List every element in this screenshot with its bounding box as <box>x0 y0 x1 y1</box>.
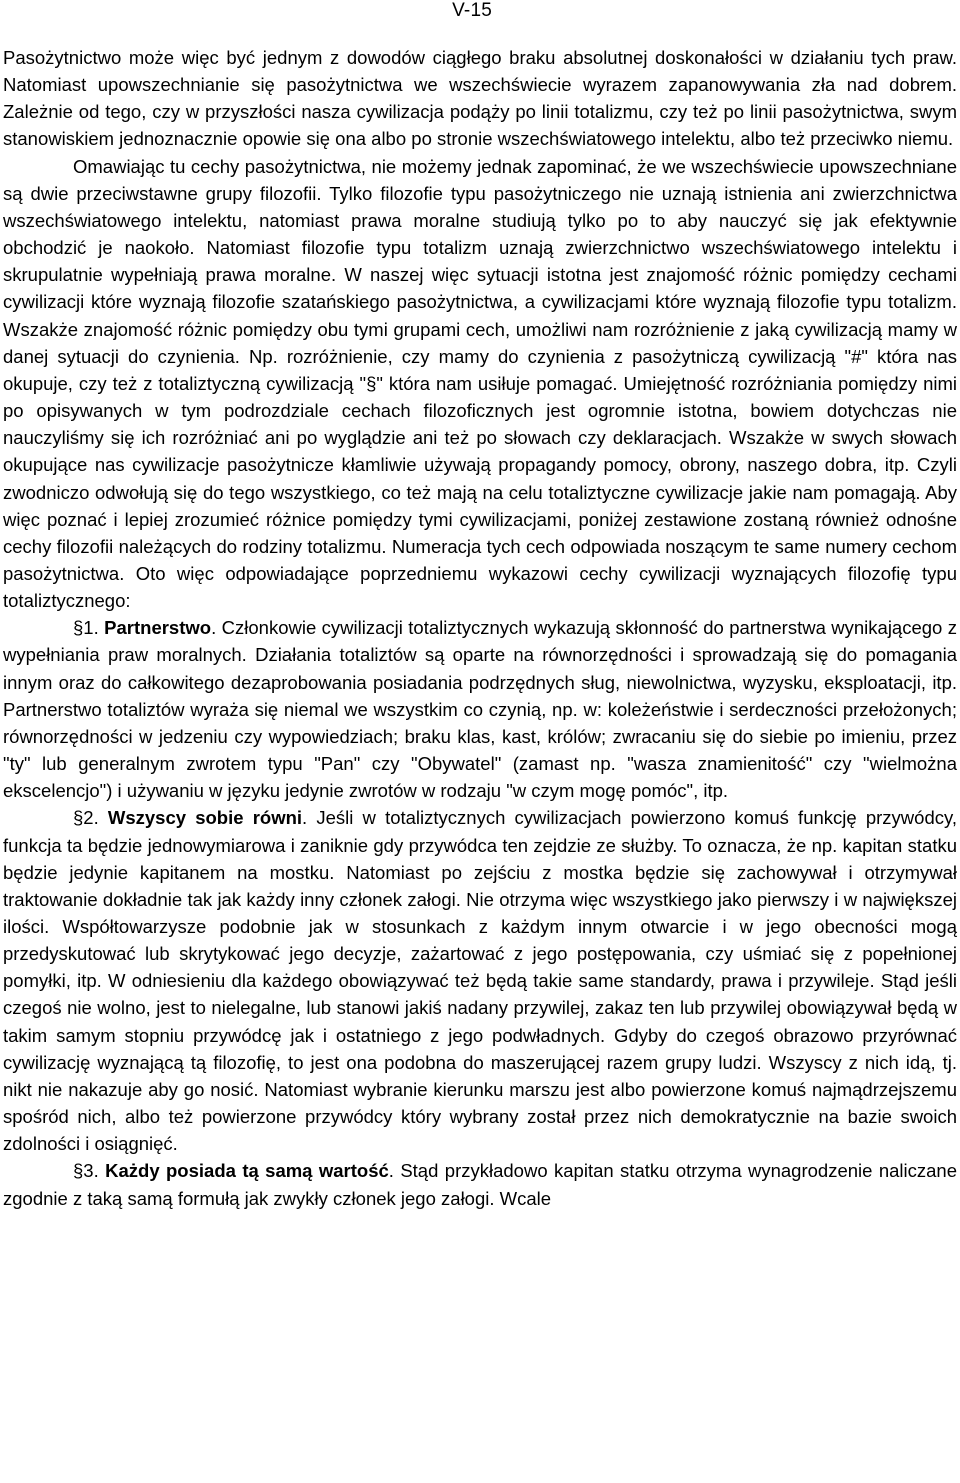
feature-text: . Jeśli w totaliztycznych cywilizacjach powierzono komuś funkcję przywódcy, funkcja ta będzie jednowymiarowa i zaniknie gdy przywódca ten zejdzie ze służby. To oznacza, że np. kapitan statku będzie jedynie kapitanem na mostku. Natomiast po zejściu z mostka będzie się zachowywał i otrzymywał traktowanie dokładnie tak jak każdy inny członek załogi. Nie otrzyma więc wszystkiego jako pierwszy i w największej ilości. Współtowarzysze podobnie jak w stosunkach z każdym innym otwarcie i w jego obecności mogą przedyskutować lub skrytykować jego decyzje, zażartować z jego postępowania, czy uśmiać się z popełnionej pomyłki, itp. W odniesieniu dla każdego obowiązywać też będą takie same standardy, prawa i przywileje. Stąd jeśli czegoś nie wolno, jest to nielegalne, lub stanowi jakiś nadany przywilej, zakaz ten lub przywilej obowiązywał będą w takim samym stopniu przywódcę jak i ostatniego z jego podwładnych. Gdyby do czegoś obrazowo przyrównać cywilizację wyznającą tą filozofię, to jest ona podobna do maszerującej razem grupy ludzi. Wszyscy z nich idą, tj. nikt nie nakazuje aby go nosić. Natomiast wybranie kierunku marszu jest albo powierzone komuś najmądrzejszemu spośród nich, albo też powierzone przywódcy który wybrany został przez nich demokratycznie na bazie swoich zdolności i osiągnięć. <box>3 807 957 1155</box>
feature-item-2 <box>3 804 957 1157</box>
feature-marker: §3. <box>73 1160 99 1182</box>
feature-item-3 <box>3 1157 957 1211</box>
paragraph-philosophies: Omawiając tu cechy pasożytnictwa, nie możemy jednak zapominać, że we wszechświecie upowszechniane są dwie przeciwstawne grupy filozofii. Tylko filozofie typu pasożytniczego nie uznają istnienia ani zwierzchnictwa wszechświatowego intelektu, natomiast prawa moralne studiują tylko po to aby nauczyć się jak efektywnie obchodzić je naokoło. Natomiast filozofie typu totalizm uznają zwierzchnictwo wszechświatowego intelektu i skrupulatnie wypełniają prawa moralne. W naszej więc sytuacji istotna jest znajomość różnic pomiędzy cechami cywilizacji które wyznają filozofie szatańskiego pasożytnictwa, a cywilizacjami które wyznają filozofie typu totalizm. Wszakże znajomość różnic pomiędzy obu tymi grupami cech, umożliwi nam rozróżnienie z jaką cywilizacją mamy w danej sytuacji do czynienia. Np. rozróżnienie, czy mamy do czynienia z pasożytniczą cywilizacją "#" która nas okupuje, czy też z totaliztyczną cywilizacją "§" która nam usiłuje pomagać. Umiejętność rozróżniania pomiędzy nimi po opisywanych w tym podrozdziale cechach filozoficznych jest ogromnie istotna, bowiem dotychczas nie nauczyliśmy się ich rozróżniać ani po wyglądzie ani też po słowach czy deklaracjach. Wszakże w swych słowach okupujące nas cywilizacje pasożytnicze kłamliwie używają propagandy pomocy, obrony, naszego dobra, itp. Czyli zwodniczo odwołują się do tego wszystkiego, co też mają na celu totaliztyczne cywilizacje jakie nam pomagają. Aby więc poznać i lepiej zrozumieć różnice pomiędzy tymi cywilizacjami, poniżej zestawione zostaną również odnośne cechy filozofii należących do rodziny totalizmu. Numeracja tych cech odpowiada noszącym te same numery cechom pasożytnictwa. Oto więc odpowiadające poprzedniemu wykazowi cechy cywilizacji wyznających filozofię typu totaliztycznego: <box>3 155 957 612</box>
feature-marker: §2. <box>73 807 99 829</box>
feature-item-1 <box>3 614 957 804</box>
feature-heading: Wszyscy sobie równi <box>107 807 303 829</box>
feature-marker: §1. <box>73 617 99 639</box>
feature-text: . Stąd przykładowo kapitan statku otrzyma wynagrodzenie naliczane zgodnie z taką samą formułą jak zwykły członek jego załogi. Wcale <box>3 1160 958 1209</box>
feature-heading: Każdy posiada tą samą wartość <box>105 1160 389 1182</box>
paragraph-intro: Pasożytnictwo może więc być jednym z dowodów ciągłego braku absolutnej doskonałości w działaniu tych praw. Natomiast upowszechnianie się pasożytnictwa we wszechświecie wyrazem zapanowywania zła nad dobrem. Zależnie od tego, czy w przyszłości nasza cywilizacja podąży po linii totalizmu, czy też po linii pasożytnictwa, swym stanowiskiem jednoznacznie opowie się ona albo po stronie wszechświatowego intelektu, albo też przeciwko niemu. <box>3 47 957 150</box>
feature-text: . Członkowie cywilizacji totaliztycznych wykazują skłonność do partnerstwa wynikającego z wypełniania praw moralnych. Działania totaliztów są oparte na równorzędności i sprowadzają się do pomagania innym oraz do całkowitego dezaprobowania posiadania podrzędnych sług, niewolnictwa, wyzysku, eksploatacji, itp. Partnerstwo totaliztów wyraża się niemal we wszystkim co czynią, np. w: koleżeństwie i serdeczności przełożonych; równorzędności w jedzeniu czy wypowiedziach; braku klas, kast, królów; zwracaniu się do siebie po imieniu, przez "ty" lub generalnym zwrotem typu "Pan" czy "Obywatel" (zamast np. "wasza znamienitość" czy "wielmożna ekscelencjo") i używaniu w języku jedynie zwrotów w rodzaju "w czym mogę pomóc", itp. <box>3 617 958 802</box>
feature-heading: Partnerstwo <box>104 617 212 639</box>
page-number: V-15 <box>452 0 492 21</box>
document-body <box>3 44 957 1212</box>
